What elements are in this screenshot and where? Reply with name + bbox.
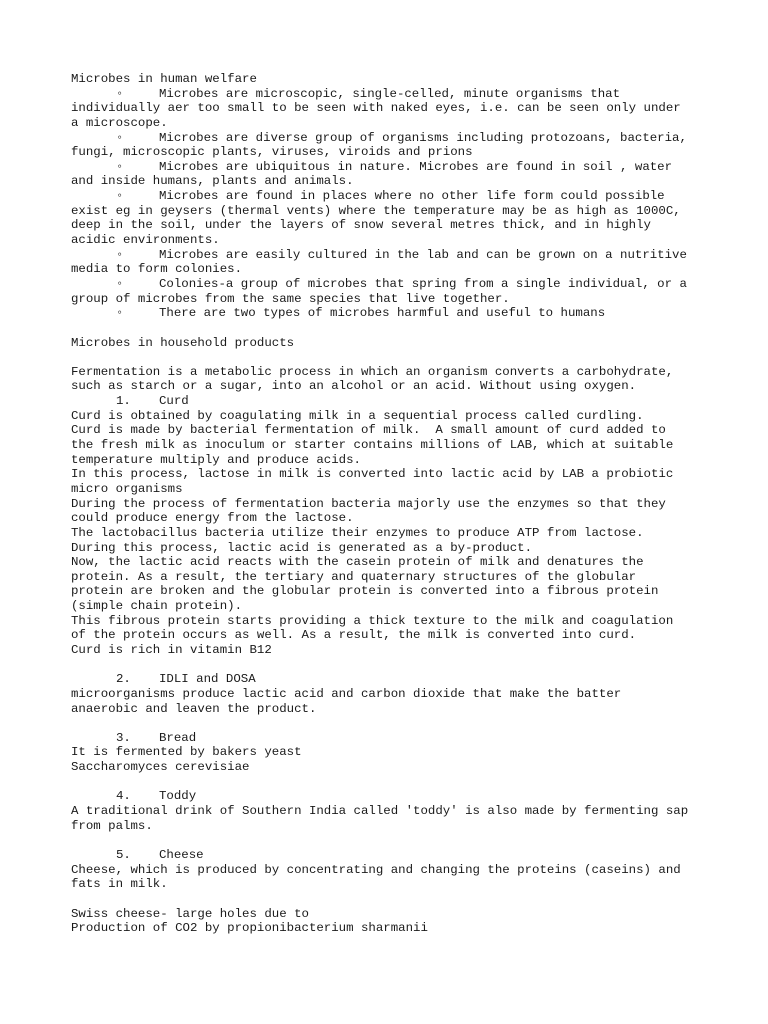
- bullet-text: Microbes are diverse group of organisms including protozoans, bacteria,: [159, 130, 687, 145]
- item-body-line: micro organisms: [71, 481, 183, 496]
- item-body-line: from palms.: [71, 818, 153, 833]
- bullet-text-continued: a microscope.: [71, 115, 168, 130]
- item-body-line: During the process of fermentation bacteria majorly use the enzymes so that they: [71, 496, 666, 511]
- bullet-text: Microbes are found in places where no other life form could possible: [159, 189, 665, 204]
- bullet-marker: ◦: [116, 86, 124, 101]
- bullet-item: [71, 160, 711, 175]
- document-page: [71, 72, 711, 936]
- bullet-text: There are two types of microbes harmful and useful to humans: [159, 306, 606, 321]
- bullet-text-continued: group of microbes from the same species that live together.: [71, 291, 510, 306]
- item-body-line: Saccharomyces cerevisiae: [71, 760, 250, 775]
- bullet-text: Microbes are microscopic, single-celled, minute organisms that: [159, 86, 621, 101]
- bullet-item: [71, 306, 711, 321]
- bullet-text-continued: exist eg in geysers (thermal vents) where the temperature may be as high as 1000C,: [71, 203, 681, 218]
- bullet-marker: ◦: [116, 306, 124, 321]
- bullet-text-continued: and inside humans, plants and animals.: [71, 174, 354, 189]
- bullet-list: [71, 87, 711, 321]
- bullet-text-continued: deep in the soil, under the layers of snow several metres thick, and in highly: [71, 218, 651, 233]
- item-label: Cheese: [159, 847, 204, 862]
- bullet-text-continued: fungi, microscopic plants, viruses, viroids and prions: [71, 145, 473, 160]
- item-body-line: The lactobacillus bacteria utilize their enzymes to produce ATP from lactose.: [71, 525, 644, 540]
- paragraph-line: Swiss cheese- large holes due to: [71, 906, 309, 921]
- item-body-line: of the protein occurs as well. As a result, the milk is converted into curd.: [71, 628, 637, 643]
- item-number: 2.: [116, 672, 131, 687]
- item-number: 5.: [116, 847, 131, 862]
- numbered-item-heading: [71, 394, 711, 409]
- numbered-list: [71, 394, 711, 892]
- numbered-item-heading: [71, 731, 711, 746]
- bullet-item: [71, 131, 711, 146]
- paragraph-line: such as starch or a sugar, into an alcohol or an acid. Without using oxygen.: [71, 379, 637, 394]
- paragraph-line: Fermentation is a metabolic process in which an organism converts a carbohydrate,: [71, 364, 674, 379]
- item-number: 4.: [116, 789, 131, 804]
- bullet-item: [71, 189, 711, 204]
- bullet-text: Microbes are easily cultured in the lab and can be grown on a nutritive: [159, 247, 687, 262]
- item-label: Toddy: [159, 789, 197, 804]
- item-body-line: It is fermented by bakers yeast: [71, 745, 302, 760]
- numbered-item-heading: [71, 672, 711, 687]
- item-number: 1.: [116, 394, 131, 409]
- item-label: IDLI and DOSA: [159, 672, 256, 687]
- item-body-line: protein are broken and the globular protein is converted into a fibrous protein: [71, 584, 659, 599]
- item-label: Curd: [159, 394, 189, 409]
- bullet-marker: ◦: [116, 130, 124, 145]
- section-heading: Microbes in household products: [71, 335, 295, 350]
- bullet-marker: ◦: [116, 276, 124, 291]
- item-body-line: Curd is obtained by coagulating milk in a sequential process called curdling.: [71, 408, 644, 423]
- item-body-line: Curd is rich in vitamin B12: [71, 642, 272, 657]
- item-body-line: anaerobic and leaven the product.: [71, 701, 317, 716]
- numbered-item-heading: [71, 848, 711, 863]
- bullet-marker: ◦: [116, 247, 124, 262]
- item-body-line: During this process, lactic acid is generated as a by-product.: [71, 540, 533, 555]
- bullet-item: [71, 248, 711, 263]
- item-body-line: Curd is made by bacterial fermentation of milk. A small amount of curd added to: [71, 423, 666, 438]
- bullet-item: [71, 87, 711, 102]
- bullet-text: Colonies-a group of microbes that spring from a single individual, or a: [159, 276, 687, 291]
- item-body-line: This fibrous protein starts providing a thick texture to the milk and coagulation: [71, 613, 674, 628]
- numbered-item-heading: [71, 789, 711, 804]
- bullet-text: Microbes are ubiquitous in nature. Microbes are found in soil , water: [159, 159, 673, 174]
- bullet-marker: ◦: [116, 189, 124, 204]
- item-body-line: the fresh milk as inoculum or starter contains millions of LAB, which at suitable: [71, 438, 674, 453]
- document-title: Microbes in human welfare: [71, 72, 257, 86]
- item-body-line: fats in milk.: [71, 877, 168, 892]
- bullet-text-continued: acidic environments.: [71, 233, 220, 248]
- item-body-line: temperature multiply and produce acids.: [71, 452, 361, 467]
- paragraph-line: Production of CO2 by propionibacterium sharmanii: [71, 921, 428, 936]
- item-body-line: A traditional drink of Southern India called 'toddy' is also made by fermenting sap: [71, 804, 689, 819]
- item-body-line: In this process, lactose in milk is converted into lactic acid by LAB a probiotic: [71, 467, 674, 482]
- bullet-text-continued: media to form colonies.: [71, 262, 243, 277]
- bullet-item: [71, 277, 711, 292]
- item-body-line: Now, the lactic acid reacts with the casein protein of milk and denatures the: [71, 555, 644, 570]
- bullet-marker: ◦: [116, 159, 124, 174]
- item-body-line: Cheese, which is produced by concentrating and changing the proteins (caseins) and: [71, 862, 681, 877]
- item-number: 3.: [116, 730, 131, 745]
- item-label: Bread: [159, 730, 197, 745]
- item-body-line: (simple chain protein).: [71, 599, 243, 614]
- item-body-line: microorganisms produce lactic acid and carbon dioxide that make the batter: [71, 686, 622, 701]
- bullet-text-continued: individually aer too small to be seen with naked eyes, i.e. can be seen only under: [71, 101, 681, 116]
- item-body-line: could produce energy from the lactose.: [71, 511, 354, 526]
- item-body-line: protein. As a result, the tertiary and quaternary structures of the globular: [71, 569, 637, 584]
